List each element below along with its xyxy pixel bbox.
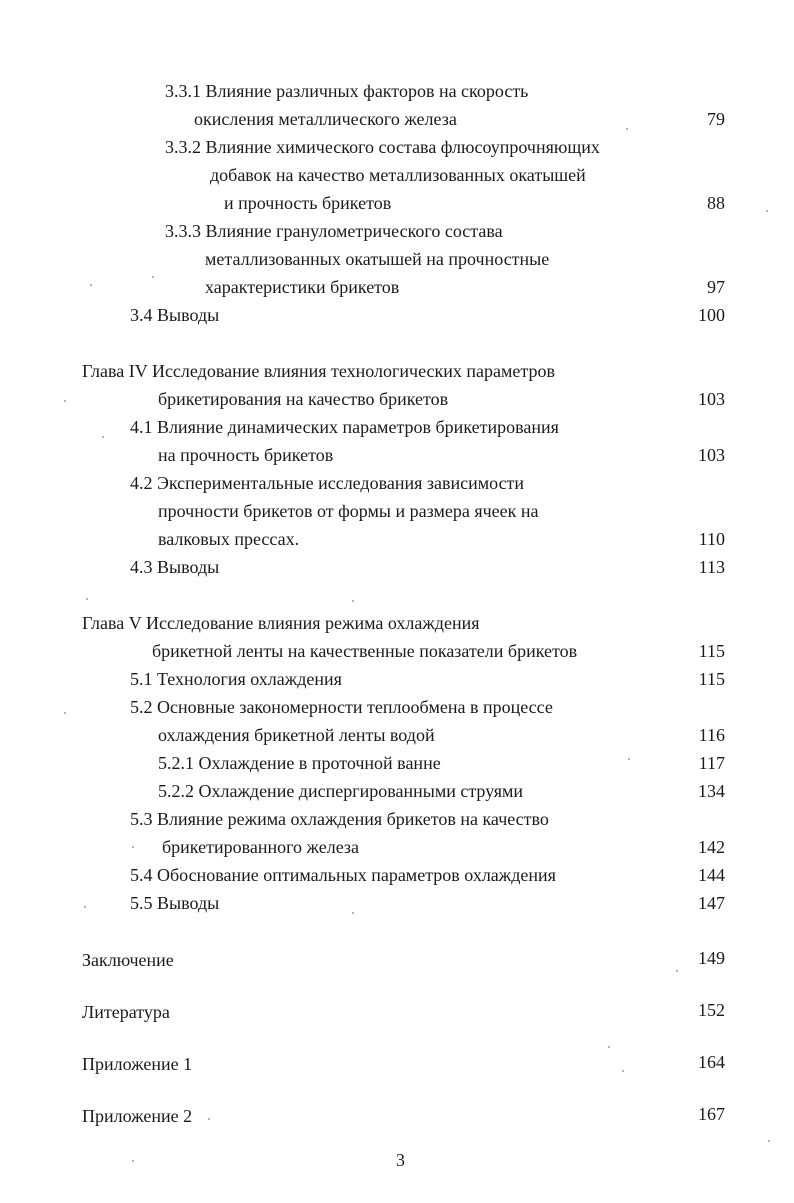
toc-entry-text: добавок на качество металлизованных окатышей xyxy=(210,165,586,185)
scan-speck xyxy=(208,1118,210,1120)
toc-page-ref: 79 xyxy=(707,109,725,129)
toc-entry-text: 5.5 Выводы xyxy=(130,893,220,913)
scan-speck xyxy=(622,1070,624,1072)
toc-entry-text: 5.2.2 Охлаждение диспергированными струями xyxy=(158,781,524,801)
scan-speck xyxy=(90,284,92,286)
scan-speck xyxy=(626,128,628,130)
scan-speck xyxy=(352,912,354,914)
toc-page-ref: 103 xyxy=(698,445,725,465)
toc-entry-text: Заключение xyxy=(82,950,174,970)
toc-entry-text: 4.2 Экспериментальные исследования зависимости xyxy=(130,473,525,493)
page-number: 3 xyxy=(396,1150,405,1170)
toc-entry-text: прочности брикетов от формы и размера ячеек на xyxy=(158,501,539,521)
scan-speck xyxy=(102,436,104,438)
toc-entry-text: 5.3 Влияние режима охлаждения брикетов на качество xyxy=(130,809,549,829)
scan-speck xyxy=(132,846,134,848)
toc-chapter-title: брикетирования на качество брикетов xyxy=(158,389,449,409)
toc-entry-text: валковых прессах. xyxy=(158,529,300,549)
toc-entry-text: Приложение 2 xyxy=(82,1106,193,1126)
toc-page-ref: 113 xyxy=(698,557,725,577)
toc-entry-text: 3.3.1 Влияние различных факторов на скорость xyxy=(165,81,529,101)
scan-speck xyxy=(132,1160,134,1162)
toc-page-ref: 100 xyxy=(698,305,725,325)
toc-chapter-title: Глава V Исследование влияния режима охлаждения xyxy=(82,613,480,633)
scan-speck xyxy=(768,1140,770,1142)
toc-chapter-title: Глава IV Исследование влияния технологических параметров xyxy=(82,361,555,381)
scan-speck xyxy=(766,210,768,212)
scan-speck xyxy=(628,758,630,760)
scan-speck xyxy=(676,970,678,972)
toc-entry-text: охлаждения брикетной ленты водой xyxy=(158,725,435,745)
toc-page-ref: 164 xyxy=(698,1052,725,1072)
toc-page-ref: 115 xyxy=(698,641,725,661)
scan-speck xyxy=(64,400,66,402)
toc-entry-text: на прочность брикетов xyxy=(158,445,334,465)
toc-entry-text: 3.3.2 Влияние химического состава флюсоупрочняющих xyxy=(165,137,600,157)
toc-entry-text: 5.4 Обоснование оптимальных параметров охлаждения xyxy=(130,865,556,885)
toc-entry-text: окисления металлического железа xyxy=(194,109,457,129)
toc-entry-text: 3.4 Выводы xyxy=(130,305,220,325)
toc-page-ref: 147 xyxy=(698,893,725,913)
scan-speck xyxy=(84,906,86,908)
toc-entry-text: 5.2 Основные закономерности теплообмена в процессе xyxy=(130,697,553,717)
toc-page-ref: 115 xyxy=(698,669,725,689)
scan-speck xyxy=(352,600,354,602)
toc-page-ref: 152 xyxy=(698,1000,725,1020)
toc-page-ref: 110 xyxy=(698,529,725,549)
toc-page-ref: 97 xyxy=(707,277,725,297)
toc-page-ref: 134 xyxy=(698,781,725,801)
scan-speck xyxy=(64,712,66,714)
toc-entry-text: и прочность брикетов xyxy=(224,193,392,213)
toc-page-ref: 88 xyxy=(707,193,725,213)
toc-page-ref: 117 xyxy=(698,753,725,773)
toc-chapter-title: брикетной ленты на качественные показатели брикетов xyxy=(152,641,578,661)
scan-speck xyxy=(152,276,154,278)
toc-page-ref: 144 xyxy=(698,865,725,885)
toc-page-ref: 103 xyxy=(698,389,725,409)
toc-entry-text: 4.3 Выводы xyxy=(130,557,220,577)
toc-page-ref: 142 xyxy=(698,837,725,857)
toc-entry-text: 3.3.3 Влияние гранулометрического состава xyxy=(165,221,503,241)
toc-entry-text: Литература xyxy=(82,1002,170,1022)
toc-page-ref: 116 xyxy=(698,725,725,745)
toc-entry-text: Приложение 1 xyxy=(82,1054,193,1074)
scan-speck xyxy=(86,598,88,600)
toc-entry-text: 4.1 Влияние динамических параметров брикетирования xyxy=(130,417,559,437)
toc-entry-text: брикетированного железа xyxy=(162,837,360,857)
toc-page-ref: 149 xyxy=(698,948,725,968)
toc-page-ref: 167 xyxy=(698,1104,725,1124)
toc-entry-text: металлизованных окатышей на прочностные xyxy=(205,249,550,269)
toc-entry-text: 5.2.1 Охлаждение в проточной ванне xyxy=(158,753,441,773)
toc-entry-text: 5.1 Технология охлаждения xyxy=(130,669,342,689)
scan-speck xyxy=(608,1046,610,1048)
toc-entry-text: характеристики брикетов xyxy=(205,277,400,297)
